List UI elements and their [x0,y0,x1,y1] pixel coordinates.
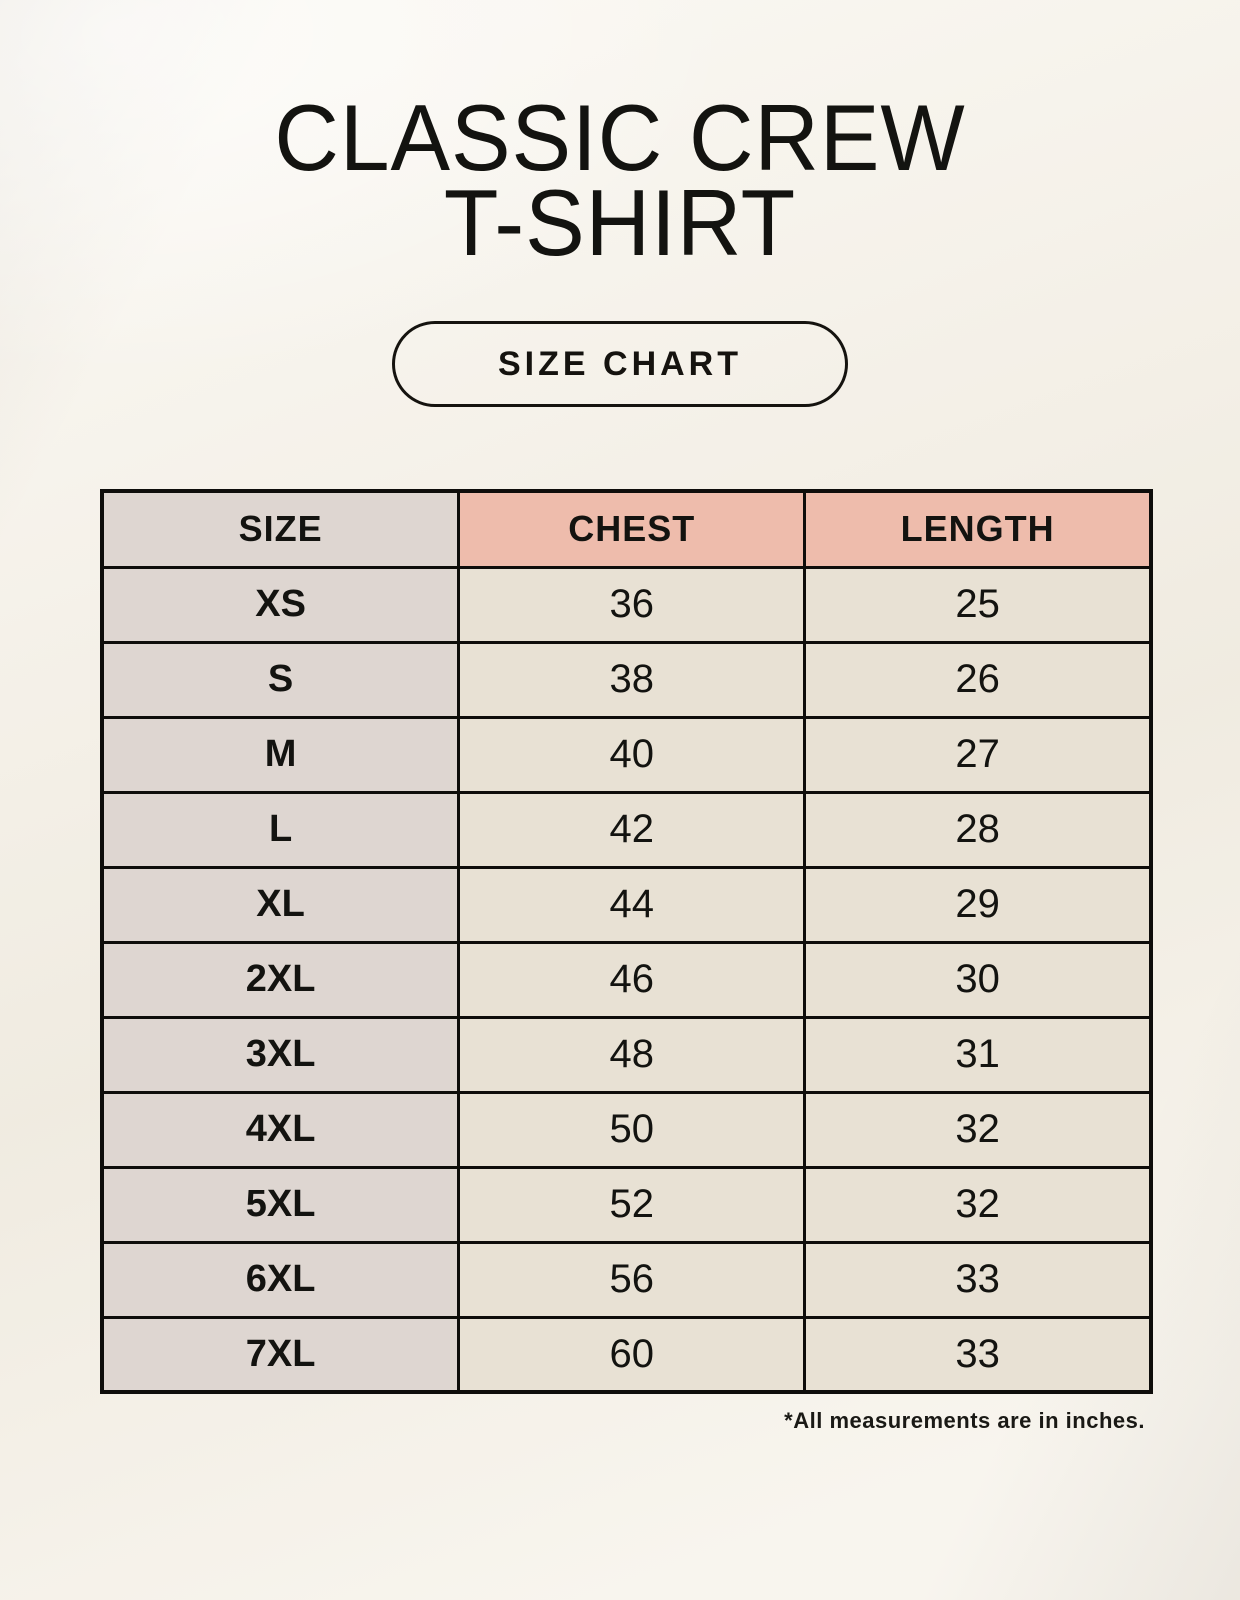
size-cell: 3XL [102,1017,459,1092]
size-cell: 6XL [102,1242,459,1317]
size-cell: XS [102,567,459,642]
column-header-chest: CHEST [459,491,805,567]
chest-cell: 36 [459,567,805,642]
column-header-size: SIZE [102,491,459,567]
chest-cell: 46 [459,942,805,1017]
chest-cell: 52 [459,1167,805,1242]
chest-cell: 48 [459,1017,805,1092]
size-table-body [102,567,1151,1392]
length-cell: 32 [805,1167,1151,1242]
size-cell: 2XL [102,942,459,1017]
size-cell: L [102,792,459,867]
page-title [31,0,1209,275]
length-cell: 26 [805,642,1151,717]
length-cell: 33 [805,1242,1151,1317]
size-cell: 7XL [102,1317,459,1392]
chest-cell: 42 [459,792,805,867]
chest-cell: 60 [459,1317,805,1392]
size-table [100,489,1153,1394]
page-title-line2: T-SHIRT [443,169,797,275]
table-row [102,792,1151,867]
length-cell: 28 [805,792,1151,867]
table-row [102,942,1151,1017]
size-chart-button[interactable]: SIZE CHART [392,321,848,407]
table-row [102,1092,1151,1167]
size-cell: M [102,717,459,792]
header-row [102,491,1151,567]
size-cell: S [102,642,459,717]
length-cell: 30 [805,942,1151,1017]
column-header-length: LENGTH [805,491,1151,567]
length-cell: 27 [805,717,1151,792]
table-row [102,1242,1151,1317]
table-row [102,567,1151,642]
size-cell: 5XL [102,1167,459,1242]
length-cell: 33 [805,1317,1151,1392]
table-row [102,1317,1151,1392]
page-title-line1: CLASSIC CREW [274,85,966,190]
length-cell: 25 [805,567,1151,642]
size-cell: 4XL [102,1092,459,1167]
length-cell: 31 [805,1017,1151,1092]
length-cell: 32 [805,1092,1151,1167]
chest-cell: 56 [459,1242,805,1317]
table-row [102,1167,1151,1242]
table-row [102,717,1151,792]
table-row [102,1017,1151,1092]
size-table-header [102,491,1151,567]
table-row [102,867,1151,942]
table-row [102,642,1151,717]
chest-cell: 44 [459,867,805,942]
length-cell: 29 [805,867,1151,942]
chest-cell: 40 [459,717,805,792]
chest-cell: 38 [459,642,805,717]
size-cell: XL [102,867,459,942]
chest-cell: 50 [459,1092,805,1167]
measurements-footnote: *All measurements are in inches. [784,1408,1145,1434]
